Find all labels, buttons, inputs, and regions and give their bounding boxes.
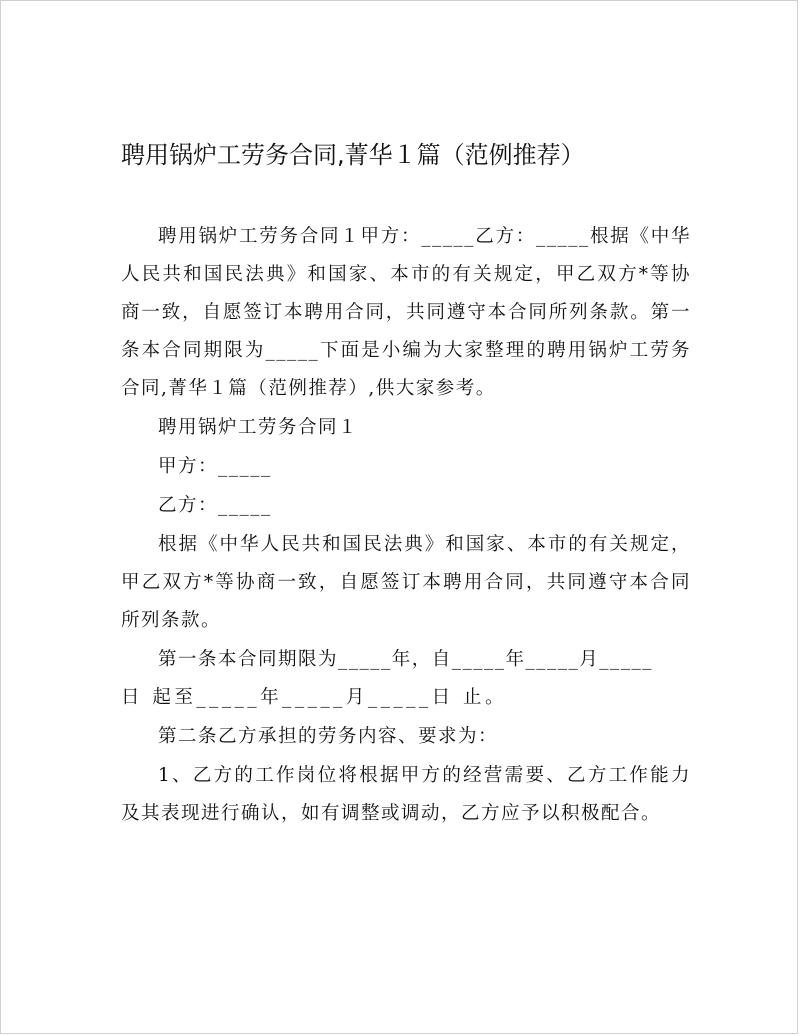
party-a-line: 甲方：_____ [158, 456, 272, 477]
article-2-heading: 第二条乙方承担的劳务内容、要求为： [158, 726, 499, 747]
document-body [121, 218, 691, 833]
article-1-line-2: 日 起至_____年_____月_____日 止。 [121, 687, 508, 708]
document-title: 聘用锅炉工劳务合同,菁华１篇（范例推荐） [121, 141, 585, 169]
contract-heading: 聘用锅炉工劳务合同１ [158, 417, 359, 438]
article-1-line-1: 第一条本合同期限为_____年，自_____年_____月_____ [158, 649, 654, 670]
party-b-line: 乙方：_____ [158, 495, 272, 516]
basis-paragraph: 根据《中华人民共和国民法典》和国家、本市的有关规定，甲乙双方*等协商一致，自愿签订本聘用合同，共同遵守本合同所列条款。 [121, 534, 691, 631]
article-2-item-1: 1、乙方的工作岗位将根据甲方的经营需要、乙方工作能力及其表现进行确认，如有调整或调动，乙方应予以积极配合。 [121, 765, 691, 824]
intro-paragraph: 聘用锅炉工劳务合同１甲方：_____乙方：_____根据《中华人民共和国民法典》和国家、本市的有关规定，甲乙双方*等协商一致，自愿签订本聘用合同，共同遵守本合同所列条款。第一条本合同期限为_____下面是小编为大家整理的聘用锅炉工劳务合同,菁华１篇（范例推荐）,供大家参考。 [121, 226, 691, 399]
